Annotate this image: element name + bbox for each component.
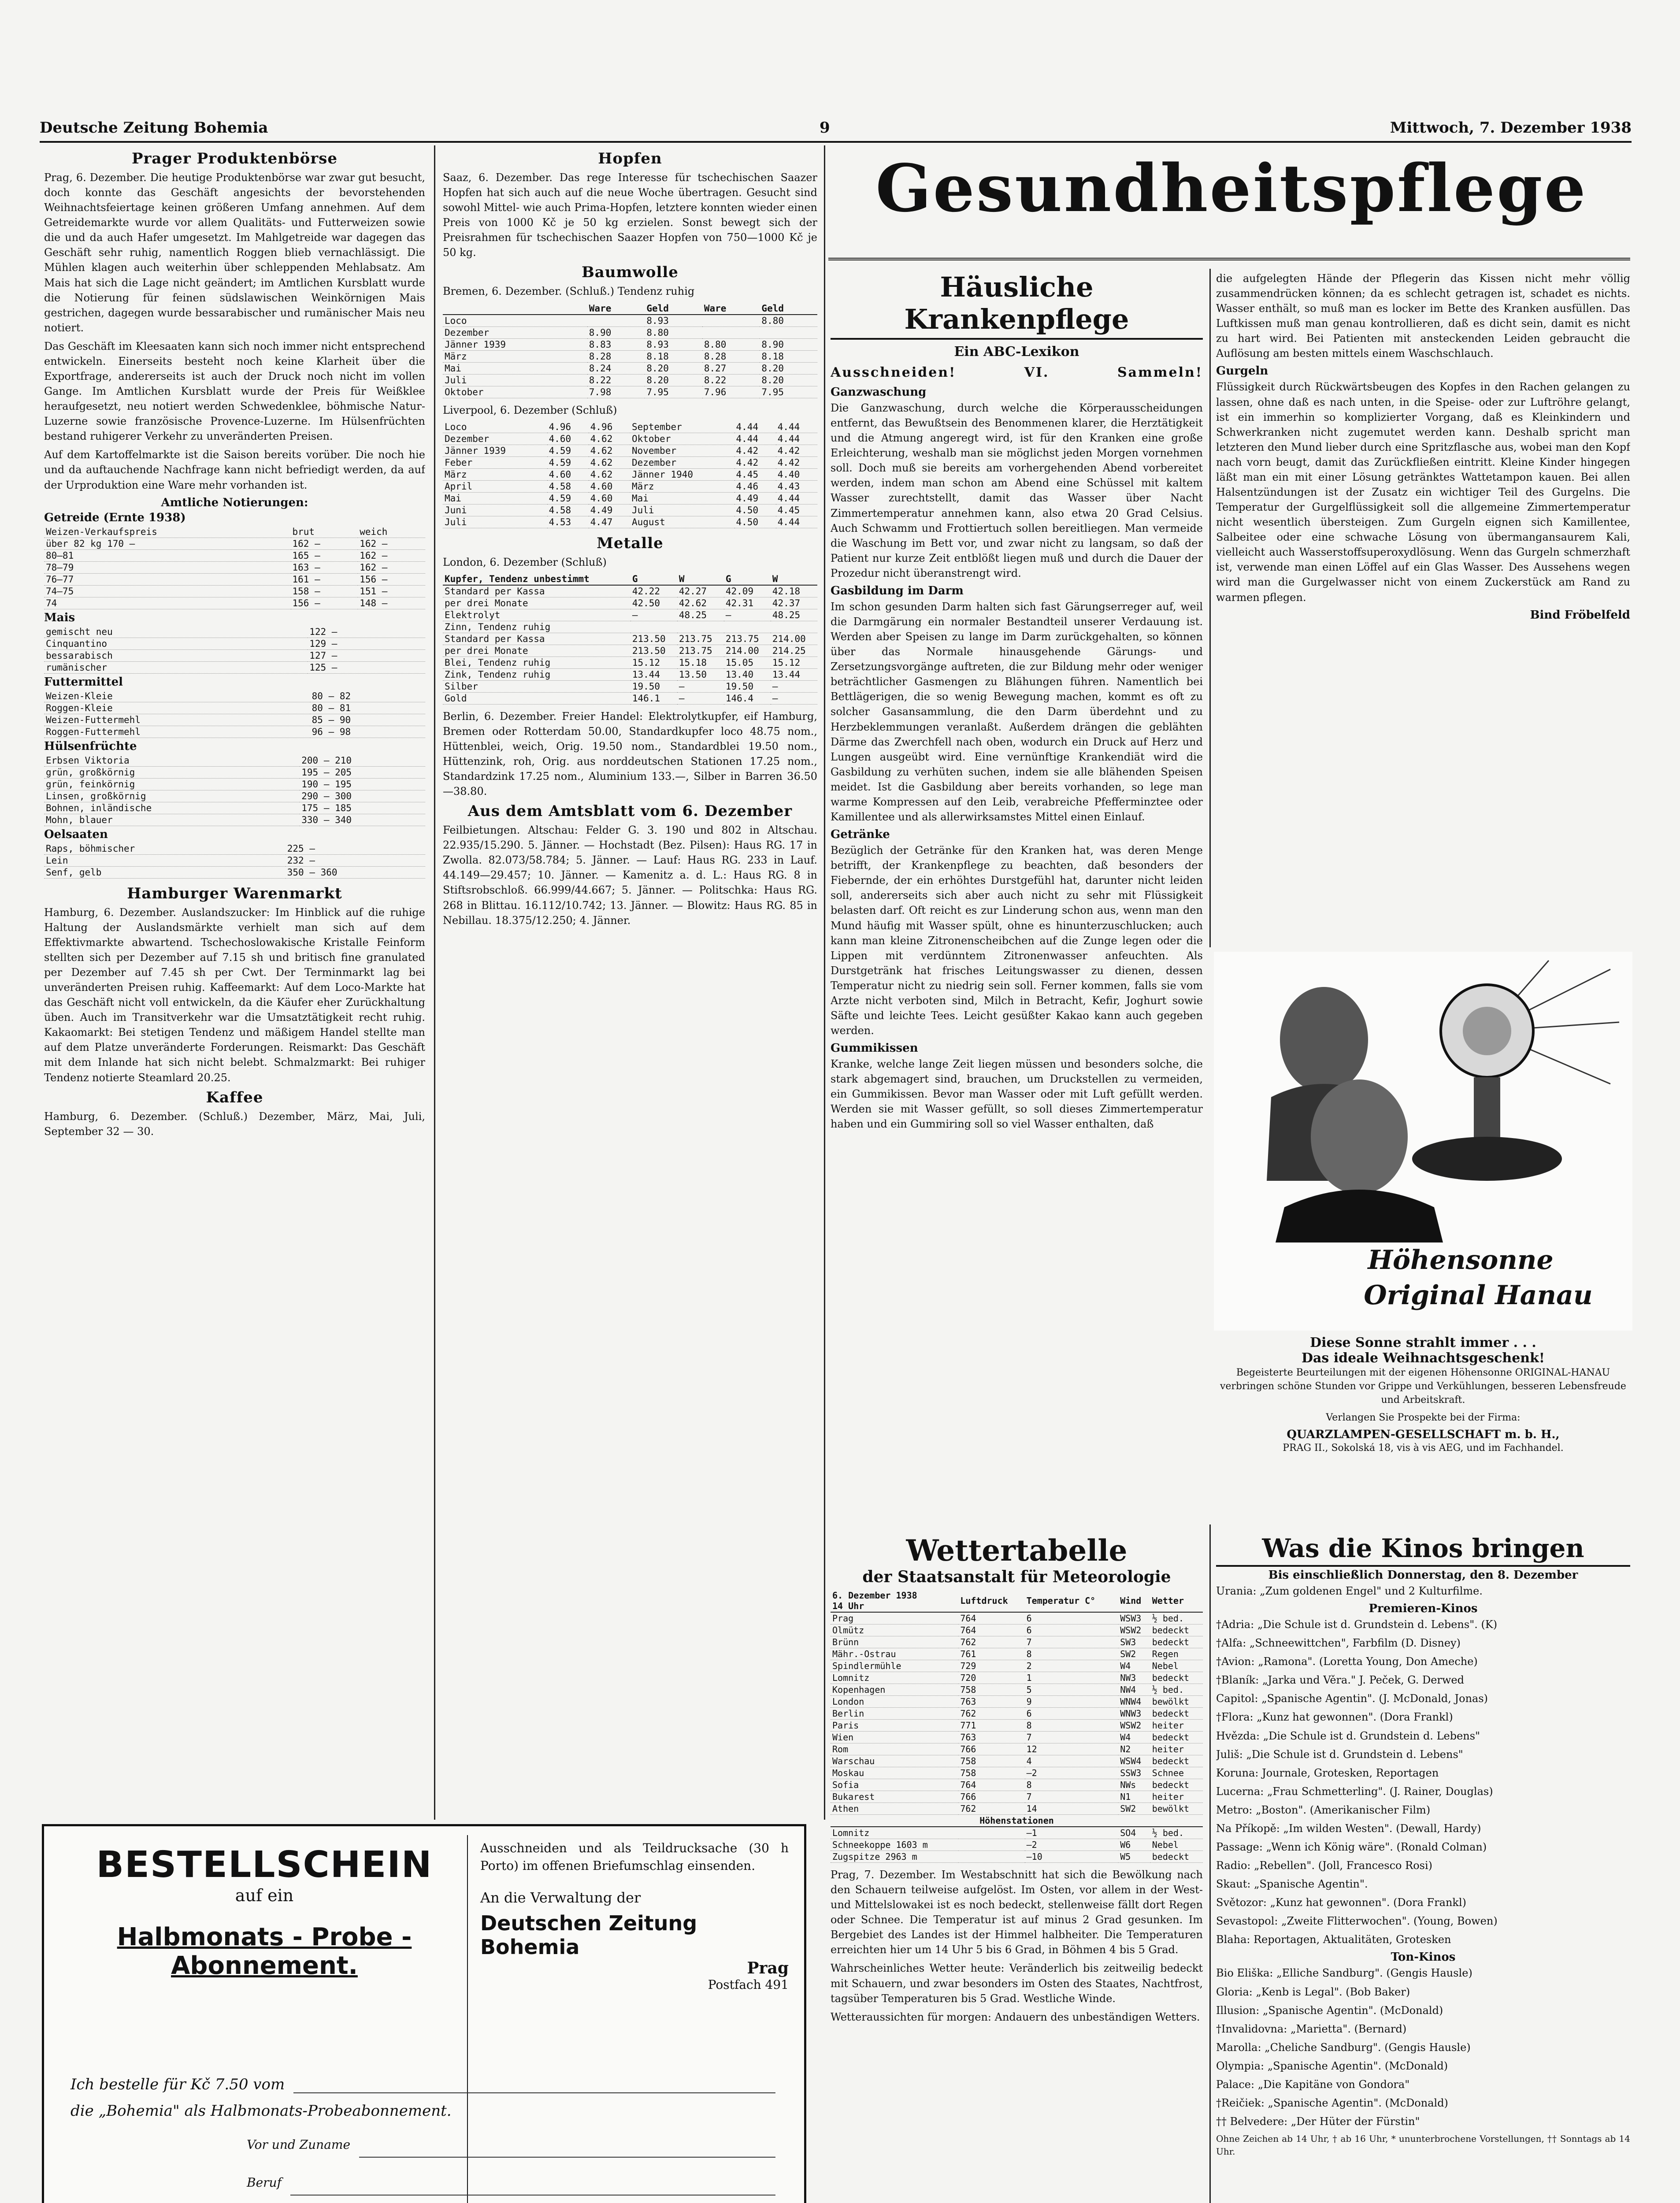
grain-price-table [44,526,425,609]
article-paragraph: Im schon gesunden Darm halten sich fast Gärungserreger auf, weil die Darmgärung ein normaler Bestandteil unserer Verdauung ist. Werden aber Speisen zu lange im Darm zurückgehalten, so können über das Normale hinausgehende Gärungs- und Zersetzungsvorgänge auftreten, die zur Bildung mehr oder weniger beträchtlicher Gasmengen zu Blähungen führen. Namentlich bei Bettlägerigen, die so wenig Bewegung machen, kommt es oft zu solcher Gasansammlung, die den Darm überdehnt und zu Herzbeklemmungen veranlaßt. Außerdem drängen die geblähten Därme das Zwerchfell nach oben, wodurch ein Druck auf Herz und Lungen ausgeübt wird. Eine vernünftige Krankendiät wird die Gasbildung zu verhüten suchen, indem sie alle blähenden Speisen meidet. Ist die Gasbildung aber bereits vorhanden, so lege man warme Kompressen auf den Leib, verabreiche Pfefferminztee oder Kamillentee und als allerwirksamstes Mittel einen Einlauf. [831,600,1203,823]
table-row: Schneekoppe 1603 m —2 W6 Nebel [831,1839,1203,1851]
table-row: Mohn, blauer 330 — 340 [44,814,425,826]
list-item: Passage: „Wenn ich König wäre". (Ronald Colman) [1216,1841,1487,1854]
cinema-list [1216,1617,1630,1947]
article-paragraph: Auf dem Kartoffelmarkte ist die Saison bereits vorüber. Die noch hie und da auftauchende Nachfrage kann nicht befriedigt werden, da auf der Urproduktion eine Ware mehr vorhanden ist. [44,449,425,491]
article-paragraph: Bezüglich der Getränke für den Kranken hat, was deren Menge betrifft, der Krankenpflege zu beachten, daß besonders der Fiebernde, der ein erhöhtes Durstgefühl hat, darunter nicht leiden soll, andererseits sich aber auch nicht zu sehr mit Flüssigkeit belasten darf. Oft reicht es zur Linderung schon aus, wenn man den Mund häufig mit Wasser spült, ohne es hinunterzuschlucken; auch kann man kleine Zitronenscheibchen auf die Zunge legen oder die Lippen mit verdünntem Zitronenwasser anfeuchten. Als Durstgetränk hat frisches Leitungswasser zu dienen, dessen Temperatur nicht zu niedrig sein soll. Ferner kommen, falls sie vom Arzte nicht verboten sind, Milch in Betracht, Kefir, Joghurt sowie Säfte und leichte Tees. Leicht gesüßter Kakao kann auch gegeben werden. [831,844,1203,1037]
author-signature: Bind Fröbelfeld [1530,608,1630,622]
table-row: Rom 766 12 N2 heiter [831,1743,1203,1755]
page-number: 9 [820,119,830,137]
list-item: Na Příkopě: „Im wilden Westen". (Dewall, Hardy) [1216,1822,1481,1835]
table-row: rumänischer 125 — [44,661,425,673]
article-paragraph: Hamburg, 6. Dezember. Auslandszucker: Im Hinblick auf die ruhige Haltung der Auslandsmärkte verhielt man sich auf dem Effektivmarkte abwartend. Tschechoslowakische Kristalle Feinform stellten sich per Dezember auf 7.15 sh und britisch fine granulated per Dezember auf 7.45 sh per Cwt. Der Terminmarkt lag bei unveränderten Preisen ruhig. Kaffeemarkt: Auf dem Loco-Markte hat das Geschäft nicht voll entwickeln, da die Käufer eher Zurückhaltung üben. Auch im Transitverkehr war die Umsatztätigkeit recht ruhig. Kakaomarkt: Bei stetigen Tendenz und mäßigem Handel stellte man auf dem Platze unveränderte Forderungen. Reismarkt: Das Geschäft mit dem Inlande hat sich nicht belebt. Schmalzmarkt: Bei ruhiger Tendenz notierte Steamlard 20.25. [44,906,425,1084]
issue-date: Mittwoch, 7. Dezember 1938 [1390,119,1632,137]
table-row: Zinn, Tendenz ruhig [443,621,817,633]
table-row: Moskau 758 —2 SSW3 Schnee [831,1767,1203,1779]
list-item: Koruna: Journale, Grotesken, Reportagen [1216,1766,1439,1779]
table-row: Warschau 758 4 WSW4 bedeckt [831,1755,1203,1767]
table-row: Raps, böhmischer 225 — [44,843,425,855]
slogan-right: Sammeln! [1117,365,1203,380]
article-krankenpflege [831,271,1203,1527]
mais-table [44,626,425,674]
table-row: bessarabisch 127 — [44,649,425,661]
section-title: Prager Produktenbörse [131,150,338,167]
list-item: Sevastopol: „Zweite Flitterwochen". (Young, Bowen) [1216,1915,1498,1928]
table-row: Roggen-Kleie 80 — 81 [44,702,425,714]
masthead-rule [828,258,1630,260]
lamp-base-icon [1412,1137,1562,1181]
huelsenfruechte-table [44,755,425,826]
metals-table [443,573,817,705]
table-row: Weizen-Kleie 80 — 82 [44,690,425,702]
article-paragraph: Flüssigkeit durch Rückwärtsbeugen des Kopfes in den Rachen gelangen zu lassen, ohne daß es nach unten, in die Speise- oder zur Luftröhre gelangt, ist ein immerhin so komplizierter Vorgang, daß es Kleinkindern und Schwerkranken nicht zugemutet werden kann. Deshalb spricht man letzteren den Mund lieber durch eine Spritzflasche aus, wobei man den Kopf nach vorn beugt, damit das Zurückfließen eintritt. Kleine Kinder hingegen läßt man ein mit einer Lösung getränktes Wattetampon kauen. Bei allen Halsentzündungen ist der Zusatz ein wichtiger Teil des Gurgelns. Die Temperatur der Gurgelflüssigkeit soll die allgemeine Zimmertemperatur nicht wesentlich übersteigen. Zum Gurgeln eignen sich Kamillentee, Salbeitee oder eine schwache Lösung von übermangansaurem Kali, vielleicht auch Wasserstoffsuperoxydlösung. Wenn das Gurgeln schmerzhaft ist, verwende man einen Löffel auf ein Glas Wasser. Des Aussehens wegen wird man die Gurgelwasser nicht von einem Zuckerstück am Rand zu warmen pflegen. [1216,381,1630,604]
cinema-list [1216,1966,1630,2129]
section-masthead: Gesundheitspflege [875,150,1587,226]
table-row: Silber 19.50 — 19.50 — [443,680,817,692]
table-title: Oelsaaten [44,827,108,841]
cinema-subtitle: Premieren-Kinos [1368,1602,1478,1616]
job-field[interactable] [290,2175,775,2196]
futtermittel-table [44,690,425,738]
brand-line-2: Original Hanau [1364,1280,1593,1311]
table-row: Spindlermühle 729 2 W4 Nebel [831,1660,1203,1672]
article-paragraph: Die Ganzwaschung, durch welche die Körperausscheidungen entfernt, das Bewußtsein des Benommenen klarer, die Herztätigkeit und die Atmung angeregt wird, ist für den Kranken eine große Erleichterung, weshalb man sie möglichst jeden Morgen vornehmen soll. Doch muß sie bereits am vorhergehenden Abend vorbereitet werden, indem man schon am Abend eine Schüssel mit kaltem Wasser zurechtstellt, damit das Wasser über Nacht Zimmertemperatur annehmen kann, also etwa 20 Grad Celsius. Auch Schwamm und Frottiertuch sollen bereitliegen. Man vermeide die Waschung im Bett vor, und zwar nicht zu langsam, so daß der Patient nur kurze Zeit entblößt liegen muß und durch die Dauer der Prozedur nicht überanstrengt wird. [831,402,1203,579]
table-row: Juli 4.53 4.47 August 4.50 4.44 [443,516,817,528]
ad-firm: QUARZLAMPEN-GESELLSCHAFT m. b. H., [1287,1428,1560,1441]
table-row: Loco 8.93 8.80 [443,315,817,327]
list-item: Hvězda: „Die Schule ist d. Grundstein d. Lebens" [1216,1729,1480,1742]
market-line: Bremen, 6. Dezember. (Schluß.) Tendenz ruhig [443,285,695,298]
table-row: Loco 4.96 4.96 September 4.44 4.44 [443,421,817,433]
table-row: Mai 4.59 4.60 Mai 4.49 4.44 [443,492,817,504]
table-title: Mais [44,611,75,624]
list-item: Olympia: „Spanische Agentin". (McDonald) [1216,2059,1448,2072]
table-row: 80—81 165 — 162 — [44,549,425,561]
list-item: †Avion: „Ramona". (Loretta Young, Don Ameche) [1216,1655,1478,1668]
subsection-heading: Getränke [831,828,890,842]
table-row: Lomnitz —1 SO4 ½ bed. [831,1827,1203,1839]
list-item: †Reičiek: „Spanische Agentin". (McDonald) [1216,2097,1448,2110]
table-row: Paris 771 8 WSW2 heiter [831,1720,1203,1732]
market-line: London, 6. Dezember (Schluß) [443,556,607,568]
weather-section [831,1533,1203,2203]
subsection-heading: Ganzwaschung [831,386,927,399]
order-line-2: die „Bohemia" als Halbmonats-Probeabonnement. [70,2102,452,2120]
list-item: †Adria: „Die Schule ist d. Grundstein d. Lebens". (K) [1216,1618,1498,1631]
table-row: Lein 232 — [44,854,425,866]
table-row: Roggen-Futtermehl 96 — 98 [44,726,425,738]
lamp-bulb-icon [1463,1007,1511,1055]
table-row: Sofia 764 8 NWs bedeckt [831,1779,1203,1791]
ad-request: Verlangen Sie Prospekte bei der Firma: [1326,1412,1521,1423]
article-subtitle: Ein ABC-Lexikon [954,344,1079,360]
weather-forecast: Wahrscheinliches Wetter heute: Veränderlich bis zeitweilig bedeckt mit Schauern, und zwar besonders im Osten des Staates, Nachtfrost, tagsüber Temperaturen bis 5 Grad. Westliche Winde. [831,1962,1203,2005]
weather-title: Wettertabelle [906,1533,1127,1568]
subsection-heading: Gasbildung im Darm [831,584,964,597]
paper-name-header: Deutsche Zeitung Bohemia [40,119,268,137]
article-paragraph: Prag, 6. Dezember. Die heutige Produktenbörse war zwar gut besucht, doch konnte das Geschäft angesichts der bevorstehenden Weihnachtsfeiertage keinen größeren Umfang annehmen. Auf dem Getreidemarkte wurde vor allem Qualitäts- und Futterweizen sowie die und da auch Hafer umgesetzt. Im Mahlgetreide war dagegen das Geschäft sehr ruhig, namentlich Roggen blieb vernachlässigt. Die Mühlen klagen auch weiterhin über schleppenden Mehlabsatz. Am Mais hat sich die Lage nicht geändert; im Amtlichen Kursblatt wurde die Notierung für feinen südslawischen Weinkörnigen Mais gestrichen, dagegen wurde bessarabischer und rumänischer Mais neu notiert. [44,171,425,334]
cinema-urania: Urania: „Zum goldenen Engel" und 2 Kulturfilme. [1216,1585,1483,1597]
market-line: Liverpool, 6. Dezember (Schluß) [443,404,617,416]
table-row: über 82 kg 170 — 162 — 162 — [44,538,425,549]
cinema-section [1216,1533,1630,2203]
lamp-stand-icon [1474,1077,1500,1143]
list-item: Gloria: „Kenb is Legal". (Bob Baker) [1216,1985,1410,1998]
table-row: Lomnitz 720 1 NW3 bedeckt [831,1672,1203,1684]
table-row: Weizen-Futtermehl 85 — 90 [44,714,425,726]
list-item: Bio Eliška: „Elliche Sandburg". (Gengis Hausle) [1216,1967,1472,1980]
table-row: Jänner 1939 8.83 8.93 8.80 8.90 [443,338,817,350]
table-row: Standard per Kassa 213.50 213.75 213.75 214.00 [443,633,817,645]
table-row: Blei, Tendenz ruhig 15.12 15.18 15.05 15.12 [443,656,817,668]
hoehensonne-advert-text [1216,1335,1630,1520]
publisher-city: Prag [747,1958,789,1977]
table-section-row: Höhenstationen [831,1815,1203,1827]
table-row: März 8.28 8.18 8.28 8.18 [443,350,817,362]
table-row: gemischt neu 122 — [44,626,425,638]
order-auf-ein: auf ein [235,1886,294,1905]
quotes-title: Amtliche Notierungen: [161,496,308,509]
table-row: Erbsen Viktoria 200 — 210 [44,755,425,767]
table-row: Standard per Kassa 42.22 42.27 42.09 42.18 [443,585,817,597]
table-row: Wien 763 7 W4 bedeckt [831,1732,1203,1743]
slogan-left: Ausschneiden! [831,365,957,380]
part-number: VI. [1024,365,1050,380]
section-title: Baumwolle [582,263,679,282]
article-paragraph: Feilbietungen. Altschau: Felder G. 3. 190 und 802 in Altschau. 22.935/15.290. 5. Jänner. — Hochstadt (Bez. Pilsen): Haus RG. 17 in Zwolla. 82.073/58.784; 5. Jänner. — Lauf: Haus RG. 233 in Lauf. 44.149—29.457; 10. Jänner. — Kamenitz a. d. L.: Haus RG. 8 in Stiftsrobschloß. 66.999/44.667; 5. Jänner. — Politschka: Haus RG. 268 in Blittau. 16.112/10.742; 13. Jänner. — Blowitz: Haus RG. 85 in Nebillau. 18.375/12.250; 4. Jänner. [443,824,817,927]
table-header-row: 6. Dezember 1938 14 Uhr Luftdruck Temperatur C° Wind Wetter [831,1590,1203,1612]
man-head-icon [1311,1079,1408,1194]
table-row: Bohnen, inländische 175 — 185 [44,802,425,814]
start-date-input[interactable] [293,2073,775,2093]
table-row: Brünn 762 7 SW3 bedeckt [831,1636,1203,1648]
bremen-cotton-table [443,303,817,398]
cinema-footnote: Ohne Zeichen ab 14 Uhr, † ab 16 Uhr, * ununterbrochene Vorstellungen, †† Sonntags ab 14 Uhr. [1216,2133,1630,2157]
list-item: Capitol: „Spanische Agentin". (J. McDonald, Jonas) [1216,1692,1488,1705]
table-row: per drei Monate 213.50 213.75 214.00 214.25 [443,645,817,656]
liverpool-cotton-table [443,421,817,528]
order-heading: BESTELLSCHEIN [96,1844,433,1886]
table-row: Kopenhagen 758 5 NW4 ½ bed. [831,1684,1203,1696]
woman-head-icon [1280,987,1368,1093]
table-row: Kupfer, Tendenz unbestimmt G W G W [443,573,817,585]
table-row: grün, feinkörnig 190 — 195 [44,778,425,790]
postage-note: Ausschneiden und als Teildrucksache (30 h Porto) im offenen Briefumschlag einsenden. [480,1841,789,1873]
subsection-heading: Gurgeln [1216,364,1268,378]
table-row: per drei Monate 42.50 42.62 42.31 42.37 [443,597,817,609]
list-item: Illusion: „Spanische Agentin". (McDonald) [1216,2004,1443,2017]
article-continuation [1216,271,1630,945]
column-rule [1209,269,1211,947]
table-row: März 4.60 4.62 Jänner 1940 4.45 4.40 [443,468,817,480]
list-item: Metro: „Boston". (Amerikanischer Film) [1216,1803,1431,1816]
article-paragraph: Saaz, 6. Dezember. Das rege Interesse für tschechischen Saazer Hopfen hat sich auch auf die neue Woche übertragen. Gesucht sind sowohl Mittel- wie auch Prima-Hopfen, letztere konnten wieder einen Preis von 1000 Kč je 50 kg erzielen. Sonst bewegt sich der Preisrahmen für tschechischen Saazer Hopfen von 750—1000 Kč je 50 kg. [443,171,817,259]
list-item: †Blaník: „Jarka und Věra." J. Peček, G. Derwed [1216,1674,1464,1687]
ad-tagline: Diese Sonne strahlt immer . . . [1310,1335,1536,1350]
ad-address: PRAG II., Sokolská 18, vis à vis AEG, und im Fachhandel. [1283,1442,1564,1454]
subscription-order-form [42,1824,806,2203]
column-markets [443,150,817,1811]
table-row: Elektrolyt — 48.25 — 48.25 [443,609,817,621]
table-row: 74 156 — 148 — [44,597,425,609]
table-row: Linsen, großkörnig 290 — 300 [44,790,425,802]
table-row: Jänner 1939 4.59 4.62 November 4.42 4.42 [443,445,817,456]
table-title: Hülsenfrüchte [44,739,137,753]
job-row: Beruf [247,2175,775,2196]
table-row: Senf, gelb 350 — 360 [44,866,425,878]
list-item: Světozor: „Kunz hat gewonnen". (Dora Frankl) [1216,1896,1467,1909]
weather-subtitle: der Staatsanstalt für Meteorologie [862,1568,1171,1586]
list-item: Palace: „Die Kapitäne von Gondora" [1216,2078,1410,2091]
table-row: Dezember 4.60 4.62 Oktober 4.44 4.44 [443,433,817,445]
table-row: Berlin 762 6 WNW3 bedeckt [831,1708,1203,1720]
list-item: †Flora: „Kunz hat gewonnen". (Dora Frankl) [1216,1711,1453,1724]
table-row: Zugspitze 2963 m —10 W5 bedeckt [831,1851,1203,1863]
header-rule [40,141,1632,143]
article-paragraph: Das Geschäft im Kleesaaten kann sich noch immer nicht entsprechend entwickeln. Einerseits besteht noch keine Klarheit über die Exportfrage, andererseits ist auch der Druck noch nicht im vollen Gange. Im Amtlichen Kursblatt wurde der Preis für Weißklee heraufgesetzt, neu notiert werden Schwedenklee, böhmische Natur-Luzerne sowie französische Provence-Luzerne. Im Hülsenfrüchten bestand ruhigerer Verkehr zu unveränderten Preisen. [44,340,425,443]
table-row: Feber 4.59 4.62 Dezember 4.42 4.42 [443,456,817,468]
weather-outlook: Wetteraussichten für morgen: Andauern des unbeständigen Wetters. [831,2010,1200,2023]
article-paragraph: Hamburg, 6. Dezember. (Schluß.) Dezember, März, Mai, Juli, September 32 — 30. [44,1110,425,1138]
list-item: Lucerna: „Frau Schmetterling". (J. Rainer, Douglas) [1216,1785,1493,1798]
list-item: †Invalidovna: „Marietta". (Bernard) [1216,2022,1407,2035]
table-title: Getreide (Ernte 1938) [44,511,186,524]
order-form-left [70,1844,458,1980]
table-row: Mähr.-Ostrau 761 8 SW2 Regen [831,1648,1203,1660]
section-title: Kaffee [206,1088,263,1106]
table-row: grün, großkörnig 195 — 205 [44,766,425,778]
oelsaaten-table [44,843,425,879]
section-title: Aus dem Amtsblatt vom 6. Dezember [467,802,793,820]
table-row: Juni 4.58 4.49 Juli 4.50 4.45 [443,504,817,516]
table-title: Futtermittel [44,675,123,689]
table-row: Juli 8.22 8.20 8.22 8.20 [443,374,817,386]
order-line-1: Ich bestelle für Kč 7.50 vom [70,2073,775,2093]
table-row: Mai 8.24 8.20 8.27 8.20 [443,362,817,374]
list-item: †Alfa: „Schneewittchen", Farbfilm (D. Disney) [1216,1637,1461,1650]
table-row: April 4.58 4.60 März 4.46 4.43 [443,480,817,492]
section-title: Hamburger Warenmarkt [127,884,342,902]
section-title: Hopfen [598,150,662,167]
list-item: Skaut: „Spanische Agentin". [1216,1878,1368,1891]
weather-report: Prag, 7. Dezember. Im Westabschnitt hat sich die Bewölkung nach den Schauern teilweise aufgelöst. Im Osten, vor allem in der West- und Mittelslowakei ist es noch bedeckt, stellenweise fällt dort Regen oder Schnee. Die Temperatur ist auf minus 2 Grad gesunken. Im Bergebiet des Landes ist der Himmel halbheiter. Die Temperaturen erreichten hier um 14 Uhr 5 bis 6 Grad, in Böhmen 4 bis 5 Grad. [831,1869,1203,1956]
order-form-right [480,1840,789,1992]
name-row: Vor und Zuname [247,2137,775,2158]
section-title: Metalle [597,534,664,552]
table-row: Olmütz 764 6 WSW2 bedeckt [831,1624,1203,1636]
column-rule [1209,1524,1211,2203]
table-row: Ware Geld Ware Geld [443,303,817,315]
column-rule [824,145,825,1820]
table-row: Athen 762 14 SW2 bewölkt [831,1803,1203,1815]
slogan-row [831,365,1203,380]
cinema-title: Was die Kinos bringen [1216,1533,1630,1567]
column-produktenboerse [44,150,425,1811]
table-row: Dezember 8.90 8.80 [443,326,817,338]
order-text [70,2073,775,2203]
list-item: Marolla: „Cheliche Sandburg". (Gengis Hausle) [1216,2041,1471,2054]
table-row: Prag 764 6 WSW3 ½ bed. [831,1612,1203,1624]
table-row: Bukarest 766 7 N1 heiter [831,1791,1203,1803]
ad-body: Begeisterte Beurteilungen mit der eigenen Höhensonne ORIGINAL-HANAU verbringen schöne Stunden vor Grippe und Verkühlungen, besseren Lebensfreude und Arbeitskraft. [1220,1367,1626,1406]
table-row: 78—79 163 — 162 — [44,561,425,573]
list-item: Radio: „Rebellen". (Joll, Francesco Rosi) [1216,1859,1433,1872]
table-row: Oktober 7.98 7.95 7.96 7.95 [443,386,817,398]
order-offer: Halbmonats - Probe - Abonnement. [117,1923,412,1980]
article-title: Häusliche Krankenpflege [831,271,1203,340]
table-row: 76—77 161 — 156 — [44,573,425,585]
list-item: †† Belvedere: „Der Hüter der Fürstin" [1216,2115,1420,2128]
table-row: 74—75 158 — 151 — [44,585,425,597]
to-label: An die Verwaltung der [480,1889,641,1906]
name-field[interactable] [359,2137,775,2158]
table-row: Zink, Tendenz ruhig 13.44 13.50 13.40 13.44 [443,668,817,680]
hoehensonne-advert-illustration [1214,952,1632,1331]
article-paragraph: Berlin, 6. Dezember. Freier Handel: Elektrolytkupfer, eif Hamburg, Bremen oder Rotterdam 50.00, Standardkupfer loco 48.75 nom., Hüttenblei, weich, Orig. 19.50 nom., Standardblei 19.50 nom., Hüttenzink, roh, Orig. aus norddeutschen Stationen 17.25 nom., Standardzink 17.25 nom., Aluminium 133.—, Silber in Barren 36.50—38.80. [443,710,817,798]
table-row: Weizen-Verkaufspreis brut weich [44,526,425,538]
subsection-heading: Gummikissen [831,1042,918,1055]
table-row: London 763 9 WNW4 bewölkt [831,1696,1203,1708]
cinema-subtitle: Ton-Kinos [1391,1951,1456,1964]
brand-line-1: Höhensonne [1368,1245,1554,1276]
publisher-name: Deutschen Zeitung Bohemia [480,1911,697,1959]
cinema-validity: Bis einschließlich Donnerstag, den 8. Dezember [1268,1569,1578,1582]
ad-tagline: Das ideale Weihnachtsgeschenk! [1301,1350,1545,1366]
weather-table [831,1590,1203,1863]
table-row: Gold 146.1 — 146.4 — [443,692,817,704]
article-paragraph: die aufgelegten Hände der Pflegerin das Kissen nicht mehr völlig zusammendrücken können; da es schlecht getragen ist, schadet es nichts. Wasser enthält, so muß man es locker im Bette des Kranken ausfüllen. Das Luftkissen muß man genau kontrollieren, daß es dicht sein, damit es nicht zu hart wird. Bei Patienten mit ansteckenden Leiden gebraucht die Auflösung am besten mittels einem Waschschlauch. [1216,272,1630,360]
list-item: Juliš: „Die Schule ist d. Grundstein d. Lebens" [1216,1748,1463,1761]
list-item: Blaha: Reportagen, Aktualitäten, Grotesken [1216,1933,1451,1946]
table-row: Cinquantino 129 — [44,638,425,649]
column-rule [434,145,435,1820]
article-paragraph: Kranke, welche lange Zeit liegen müssen und besonders solche, die stark abgemagert sind, brauchen, um Druckstellen zu vermeiden, ein Gummikissen. Bevor man Wasser oder mit Luft gefüllt werden. Werden sie mit Wasser gefüllt, so soll dieses Zimmertemperatur haben und ein Gummiring soll so viel Wasser enthalten, daß [831,1058,1203,1131]
publisher-postbox: Postfach 491 [708,1977,789,1992]
